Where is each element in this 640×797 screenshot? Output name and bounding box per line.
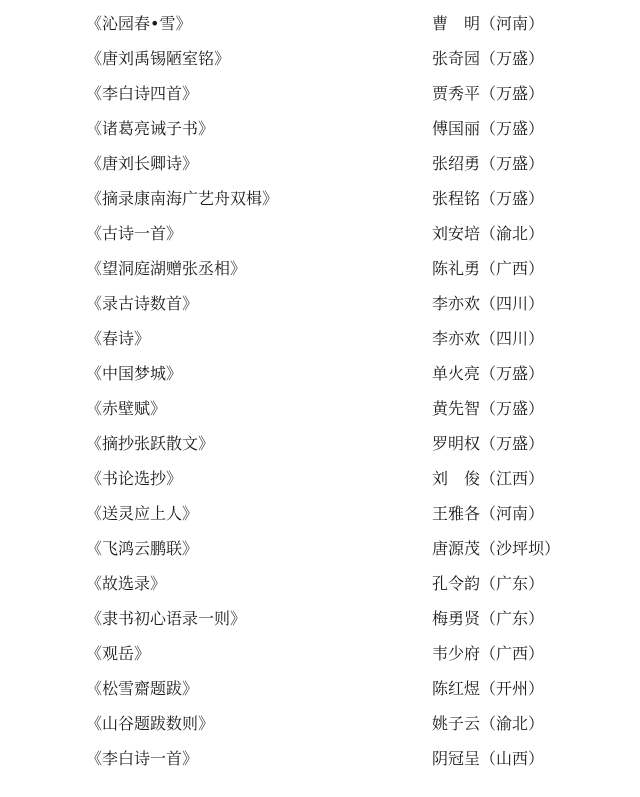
work-title: 《送灵应上人》 <box>86 504 199 523</box>
author-name: 阴冠呈（山西） <box>432 749 545 768</box>
work-title: 《摘录康南海广艺舟双楫》 <box>86 189 279 208</box>
work-title: 《沁园春•雪》 <box>86 14 192 33</box>
list-item <box>0 146 640 181</box>
work-title: 《李白诗四首》 <box>86 84 199 103</box>
entry-list <box>0 6 640 776</box>
author-name: 陈红煜（开州） <box>432 679 545 698</box>
list-item <box>0 251 640 286</box>
list-item <box>0 671 640 706</box>
list-item <box>0 391 640 426</box>
author-name: 张绍勇（万盛） <box>432 154 545 173</box>
author-name: 李亦欢（四川） <box>432 329 545 348</box>
author-name: 王雅各（河南） <box>432 504 545 523</box>
work-title: 《中国梦城》 <box>86 364 183 383</box>
author-name: 唐源茂（沙坪坝） <box>432 539 561 558</box>
list-item <box>0 531 640 566</box>
author-name: 刘安培（渝北） <box>432 224 545 243</box>
list-item <box>0 181 640 216</box>
author-name: 梅勇贤（广东） <box>432 609 545 628</box>
work-title: 《古诗一首》 <box>86 224 183 243</box>
work-title: 《诸葛亮诫子书》 <box>86 119 215 138</box>
author-name: 曹 明（河南） <box>432 14 545 33</box>
list-item <box>0 741 640 776</box>
list-item <box>0 356 640 391</box>
work-title: 《春诗》 <box>86 329 151 348</box>
author-name: 罗明权（万盛） <box>432 434 545 453</box>
author-name: 李亦欢（四川） <box>432 294 545 313</box>
author-name: 陈礼勇（广西） <box>432 259 545 278</box>
author-name: 刘 俊（江西） <box>432 469 545 488</box>
author-name: 张程铭（万盛） <box>432 189 545 208</box>
list-item <box>0 76 640 111</box>
list-item <box>0 41 640 76</box>
author-name: 孔令韵（广东） <box>432 574 545 593</box>
work-title: 《录古诗数首》 <box>86 294 199 313</box>
work-title: 《故选录》 <box>86 574 167 593</box>
work-title: 《望洞庭湖赠张丞相》 <box>86 259 247 278</box>
list-item <box>0 496 640 531</box>
author-name: 张奇园（万盛） <box>432 49 545 68</box>
list-item <box>0 216 640 251</box>
work-title: 《唐刘禹锡陋室铭》 <box>86 49 231 68</box>
work-title: 《观岳》 <box>86 644 151 663</box>
list-item <box>0 321 640 356</box>
list-item <box>0 636 640 671</box>
author-name: 贾秀平（万盛） <box>432 84 545 103</box>
list-item <box>0 286 640 321</box>
work-title: 《李白诗一首》 <box>86 749 199 768</box>
work-title: 《赤壁赋》 <box>86 399 167 418</box>
list-item <box>0 6 640 41</box>
work-title: 《飞鸿云鹏联》 <box>86 539 199 558</box>
author-name: 姚子云（渝北） <box>432 714 545 733</box>
work-title: 《松雪齋题跋》 <box>86 679 199 698</box>
work-title: 《隶书初心语录一则》 <box>86 609 247 628</box>
list-item <box>0 111 640 146</box>
work-title: 《唐刘长卿诗》 <box>86 154 199 173</box>
work-title: 《山谷题跋数则》 <box>86 714 215 733</box>
work-title: 《书论选抄》 <box>86 469 183 488</box>
author-name: 黄先智（万盛） <box>432 399 545 418</box>
author-name: 韦少府（广西） <box>432 644 545 663</box>
work-title: 《摘抄张跃散文》 <box>86 434 215 453</box>
list-item <box>0 566 640 601</box>
author-name: 傅国丽（万盛） <box>432 119 545 138</box>
list-item <box>0 601 640 636</box>
list-item <box>0 706 640 741</box>
list-item <box>0 426 640 461</box>
list-item <box>0 461 640 496</box>
author-name: 单火亮（万盛） <box>432 364 545 383</box>
